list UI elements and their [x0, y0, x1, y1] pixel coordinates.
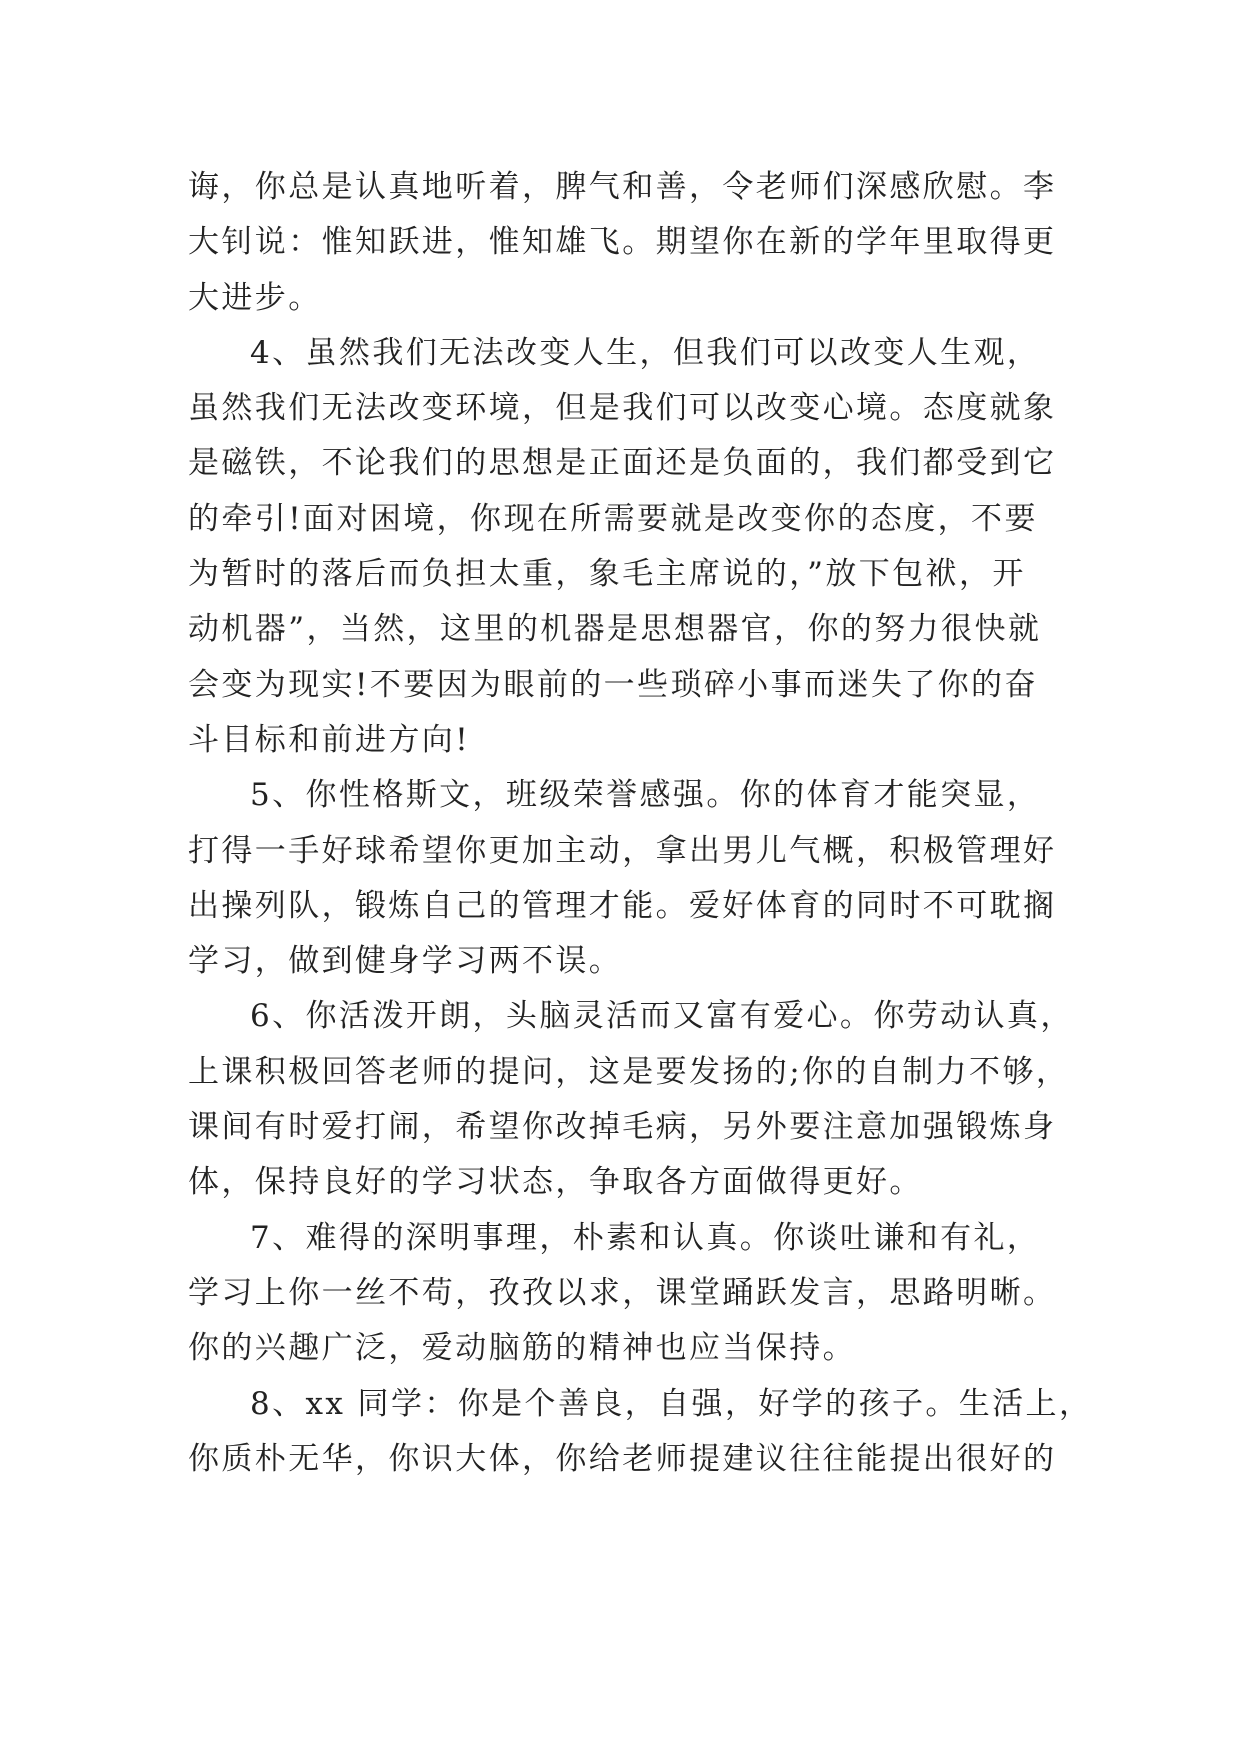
text-line: 4、虽然我们无法改变人生，但我们可以改变人生观， — [250, 334, 1041, 371]
text-line: 为暂时的落后而负担太重，象毛主席说的，”放下包袱，开 — [188, 556, 1026, 593]
text-line: 5、你性格斯文，班级荣誉感强。你的体育才能突显， — [250, 777, 1041, 814]
text-line: 诲，你总是认真地听着，脾气和善，令老师们深感欣慰。李 — [188, 169, 1057, 205]
text-line: 6、你活泼开朗，头脑灵活而又富有爱心。你劳动认真， — [250, 998, 1074, 1035]
text-line: 打得一手好球希望你更加主动，拿出男儿气概，积极管理好 — [188, 832, 1057, 869]
text-line: 大钊说：惟知跃进，惟知雄飞。期望你在新的学年里取得更 — [188, 224, 1057, 261]
text-line: 8、xx 同学：你是个善良，自强，好学的孩子。生活上， — [250, 1385, 1093, 1422]
text-line: 学习，做到健身学习两不误。 — [188, 943, 623, 980]
text-line: 虽然我们无法改变环境，但是我们可以改变心境。态度就象 — [188, 390, 1057, 427]
text-line: 学习上你一丝不苟，孜孜以求，课堂踊跃发言，思路明晰。 — [188, 1274, 1057, 1311]
text-line: 体，保持良好的学习状态，争取各方面做得更好。 — [188, 1164, 923, 1201]
text-line: 你质朴无华，你识大体，你给老师提建议往往能提出很好的 — [188, 1440, 1057, 1477]
text-line: 会变为现实!不要因为眼前的一些琐碎小事而迷失了你的奋 — [188, 666, 1038, 703]
text-line: 的牵引!面对困境，你现在所需要就是改变你的态度，不要 — [188, 500, 1038, 537]
text-line: 课间有时爱打闹，希望你改掉毛病，另外要注意加强锻炼身 — [188, 1109, 1057, 1146]
text-line: 是磁铁，不论我们的思想是正面还是负面的，我们都受到它 — [188, 445, 1057, 482]
paragraph-item-7 — [188, 1211, 1068, 1377]
text-line: 上课积极回答老师的提问，这是要发扬的;你的自制力不够， — [188, 1053, 1070, 1090]
text-line: 7、难得的深明事理，朴素和认真。你谈吐谦和有礼， — [250, 1219, 1041, 1256]
paragraph-item-8 — [188, 1377, 1093, 1488]
paragraph-item-6 — [188, 989, 1074, 1210]
text-line: 大进步。 — [188, 279, 322, 316]
text-line: 你的兴趣广泛，爱动脑筋的精神也应当保持。 — [188, 1330, 856, 1367]
text-line: 动机器”，当然，这里的机器是思想器官，你的努力很快就 — [188, 611, 1042, 648]
text-line: 斗目标和前进方向! — [188, 721, 471, 758]
paragraph-item-5 — [188, 768, 1068, 989]
text-line: 出操列队，锻炼自己的管理才能。爱好体育的同时不可耽搁 — [188, 887, 1057, 924]
document-body — [188, 160, 1093, 1487]
paragraph-continuation — [188, 160, 1068, 326]
paragraph-item-4 — [188, 326, 1068, 768]
